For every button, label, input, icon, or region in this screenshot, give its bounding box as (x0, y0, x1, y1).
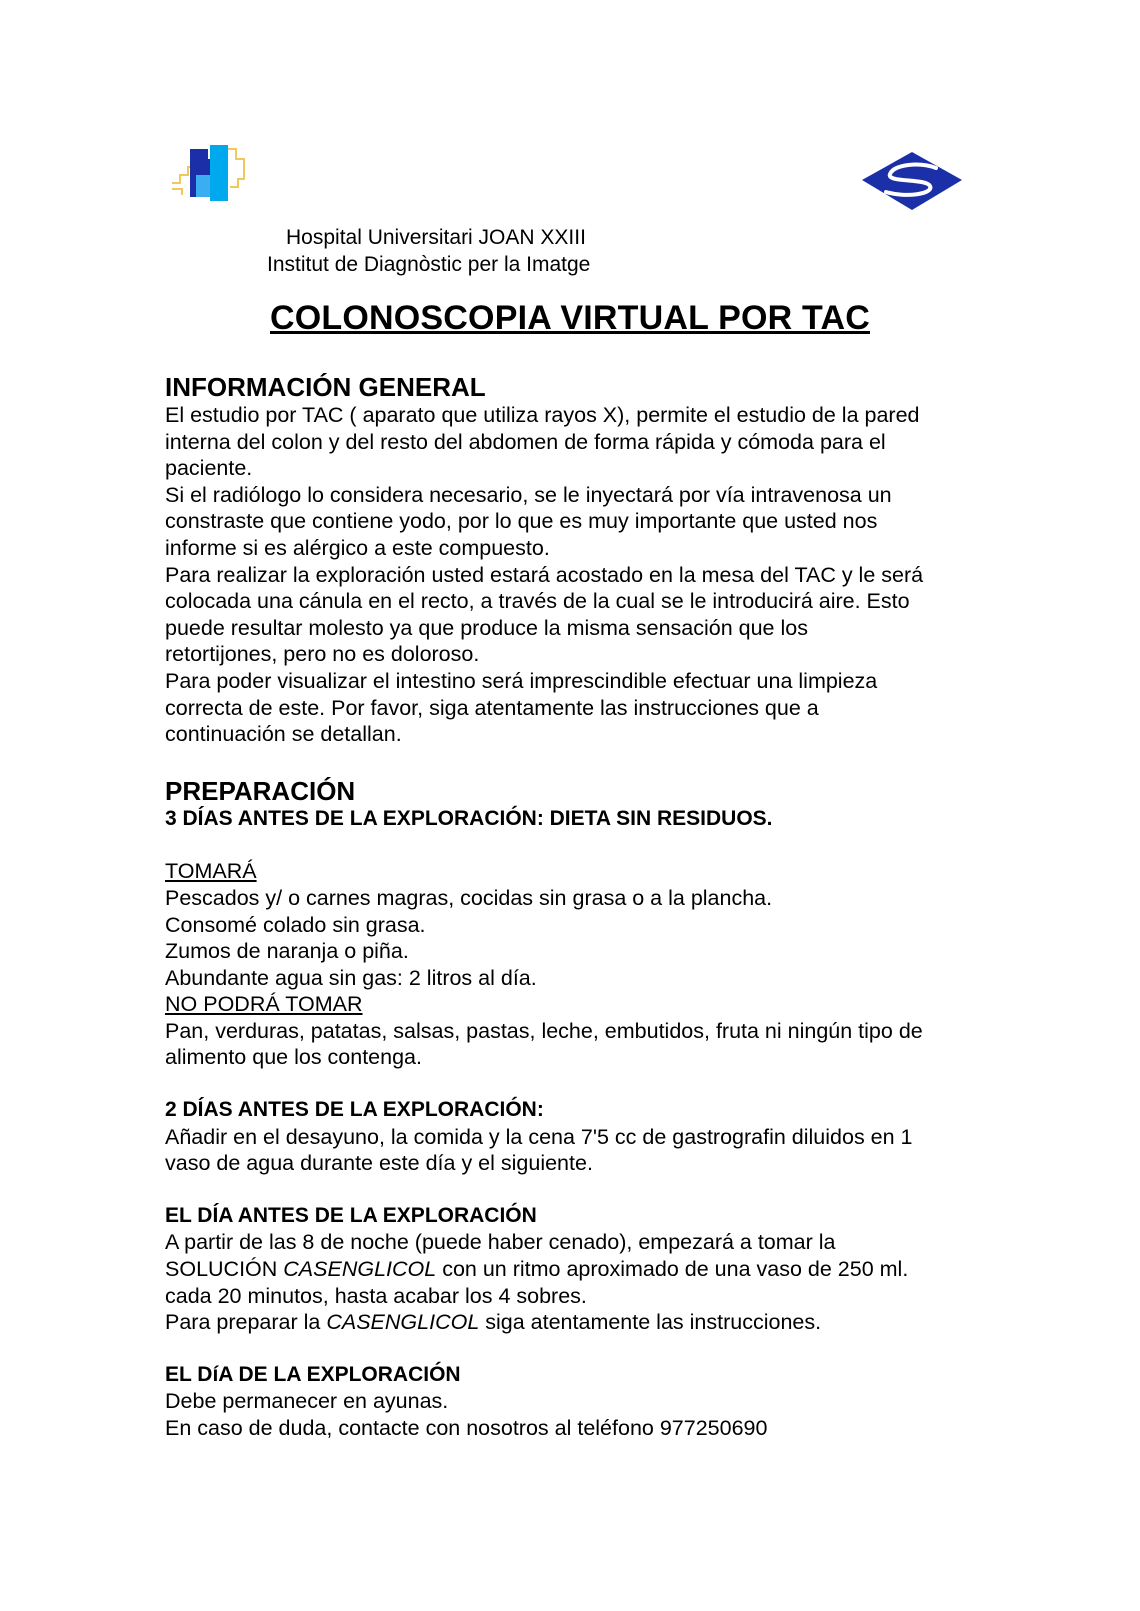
preparation-heading: PREPARACIÓN (165, 775, 356, 806)
document-body (165, 372, 1005, 1442)
text-line: Para poder visualizar el intestino será imprescindible efectuar una limpieza (165, 668, 878, 693)
text-line: interna del colon y del resto del abdomen de forma rápida y cómoda para el (165, 429, 886, 454)
product-name: CASENGLICOL (326, 1310, 480, 1335)
allowed-item: Consomé colado sin grasa. (165, 912, 426, 937)
general-info-heading: INFORMACIÓN GENERAL (165, 372, 486, 402)
text-fragment: con un ritmo aproximado de una vaso de 250 ml. (436, 1257, 909, 1282)
text-line: Para realizar la exploración usted estará acostado en la mesa del TAC y le será (165, 562, 924, 587)
forbidden-line: Pan, verduras, patatas, salsas, pastas, leche, embutidos, fruta ni ningún tipo de (165, 1018, 923, 1043)
text-line: retortijones, pero no es doloroso. (165, 642, 480, 667)
allowed-item: Pescados y/ o carnes magras, cocidas sin grasa o a la plancha. (165, 885, 773, 910)
institute-logo-icon (860, 150, 964, 212)
text-line: paciente. (165, 456, 253, 481)
day-before-heading: EL DÍA ANTES DE LA EXPLORACIÓN (165, 1203, 537, 1227)
text-line: A partir de las 8 de noche (puede haber cenado), empezará a tomar la (165, 1230, 836, 1255)
allowed-item: Zumos de naranja o piña. (165, 939, 409, 964)
text-fragment: siga atentamente las instrucciones. (479, 1310, 822, 1335)
exam-day-heading: EL DíA DE LA EXPLORACIÓN (165, 1362, 461, 1386)
product-name: CASENGLICOL (283, 1257, 437, 1282)
page-title: COLONOSCOPIA VIRTUAL POR TAC (270, 299, 870, 337)
hospital-logo-icon (170, 145, 250, 207)
text-line: informe si es alérgico a este compuesto. (165, 535, 550, 560)
text-line: cada 20 minutos, hasta acabar los 4 sobres. (165, 1283, 587, 1308)
institute-name: Institut de Diagnòstic per la Imatge (267, 253, 591, 276)
text-line (165, 1256, 1005, 1283)
general-info-text (165, 402, 1005, 748)
allowed-item: Abundante agua sin gas: 2 litros al día. (165, 965, 537, 990)
text-line: El estudio por TAC ( aparato que utiliza rayos X), permite el estudio de la pared (165, 403, 920, 427)
text-line (165, 1309, 1005, 1336)
forbidden-line: alimento que los contenga. (165, 1045, 422, 1070)
contact-line: En caso de duda, contacte con nosotros al teléfono 977250690 (165, 1416, 768, 1440)
two-days-heading: 2 DÍAS ANTES DE LA EXPLORACIÓN: (165, 1098, 544, 1122)
text-line: continuación se detallan. (165, 722, 402, 747)
text-line: puede resultar molesto ya que produce la misma sensación que los (165, 615, 808, 640)
text-line: Debe permanecer en ayunas. (165, 1389, 449, 1414)
text-line: colocada una cánula en el recto, a través de la cual se le introducirá aire. Esto (165, 589, 910, 614)
text-fragment: Para preparar la (165, 1310, 327, 1335)
text-line: vaso de agua durante este día y el siguiente. (165, 1151, 593, 1176)
text-line: constraste que contiene yodo, por lo que es muy importante que usted nos (165, 509, 878, 534)
forbidden-label: NO PODRÁ TOMAR (165, 992, 363, 1017)
text-fragment: SOLUCIÓN (165, 1257, 284, 1282)
text-line: Añadir en el desayuno, la comida y la cena 7'5 cc de gastrografin diluidos en 1 (165, 1124, 913, 1149)
text-line: correcta de este. Por favor, siga atentamente las instrucciones que a (165, 695, 819, 720)
three-days-heading: 3 DÍAS ANTES DE LA EXPLORACIÓN: DIETA SIN RESIDUOS. (165, 806, 773, 830)
institution-header (267, 224, 591, 278)
hospital-name: Hospital Universitari JOAN XXIII (286, 226, 586, 249)
text-line: Si el radiólogo lo considera necesario, se le inyectará por vía intravenosa un (165, 482, 892, 507)
allowed-label: TOMARÁ (165, 859, 257, 884)
